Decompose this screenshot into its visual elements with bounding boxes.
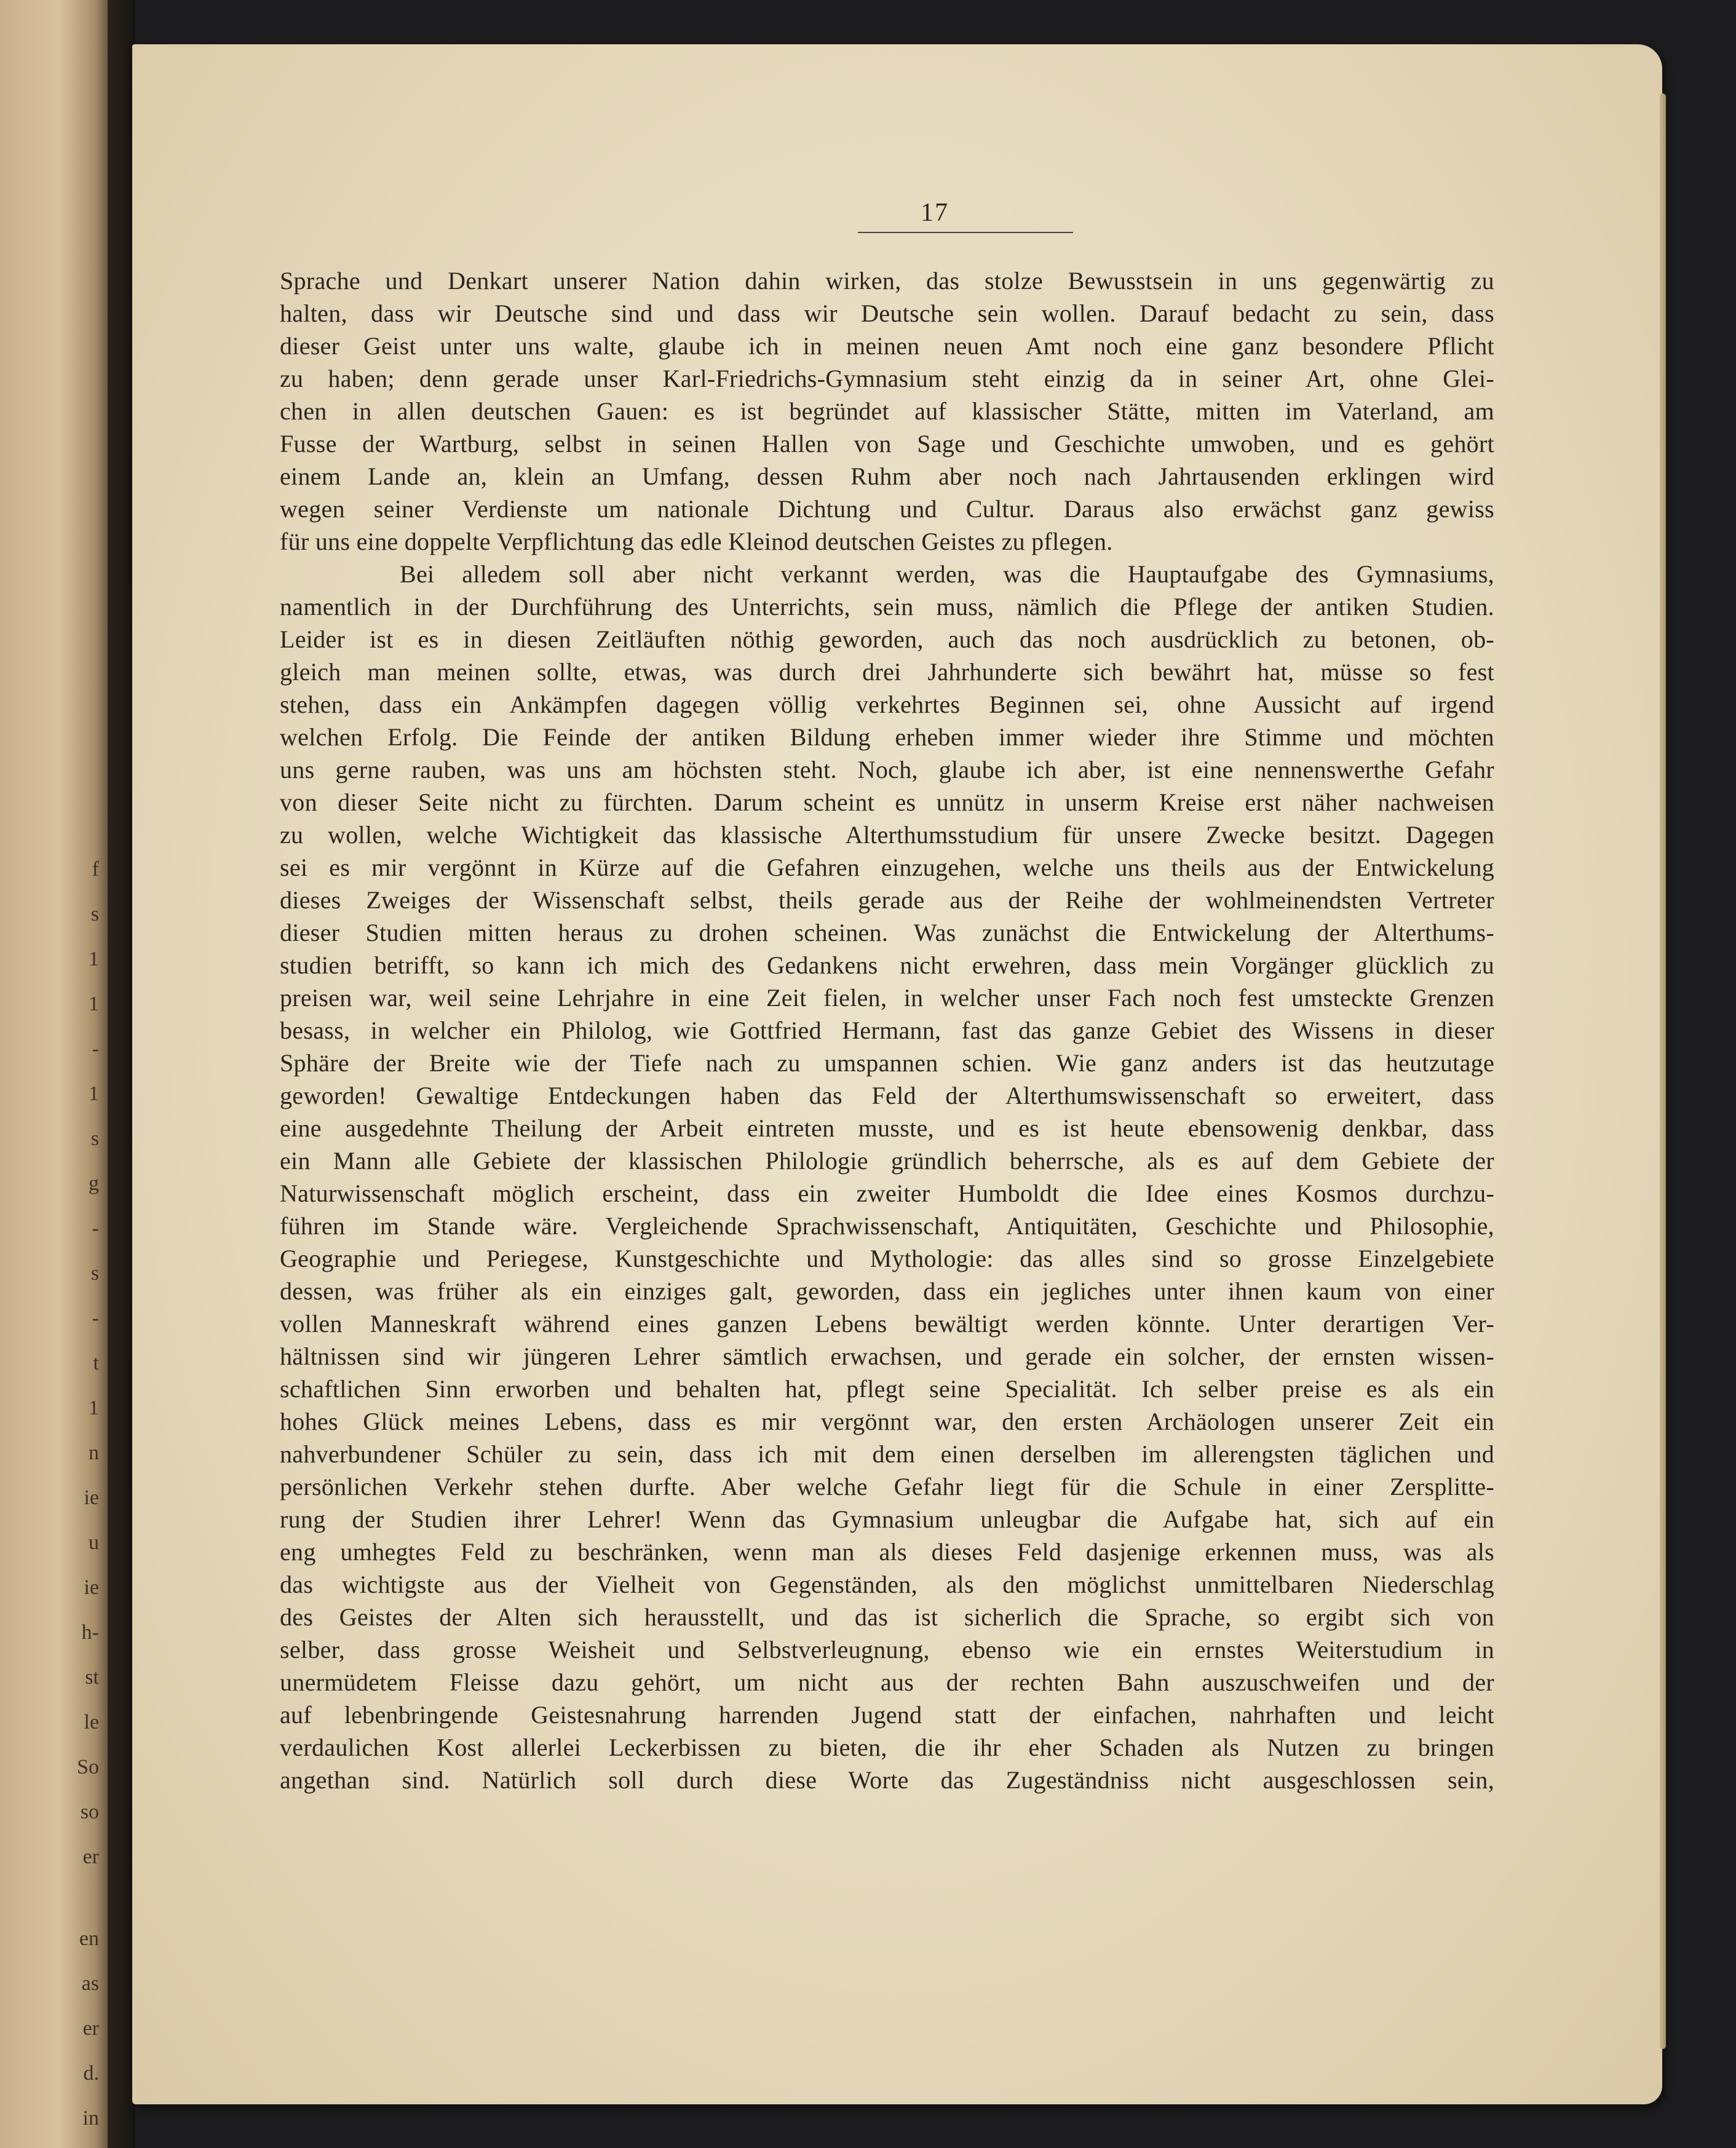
margin-fragment: en: [79, 1927, 99, 1950]
text-line: preisen war, weil seine Lehrjahre in eine Zeit fielen, in welcher unser Fach noch fest umsteckte Grenzen: [280, 984, 1494, 1012]
text-line: chen in allen deutschen Gauen: es ist begründet auf klassischer Stätte, mitten im Vaterland, am: [280, 397, 1494, 425]
margin-fragment: s: [90, 903, 99, 925]
text-line: schaftlichen Sinn erworben und behalten hat, pflegt seine Specialität. Ich selber preise es als ein: [280, 1375, 1494, 1403]
margin-fragment: ie: [84, 1576, 99, 1599]
margin-fragment: 1: [89, 993, 99, 1015]
text-line: angethan sind. Natürlich soll durch diese Worte das Zugeständniss nicht ausgeschlossen sein,: [280, 1766, 1494, 1794]
text-line: stehen, dass ein Ankämpfen dagegen völlig verkehrtes Beginnen sei, ohne Aussicht auf irgend: [280, 691, 1494, 718]
margin-fragment: g: [89, 1172, 99, 1195]
text-line: eng umhegtes Feld zu beschränken, wenn man als dieses Feld dasjenige erkennen muss, was als: [280, 1538, 1494, 1566]
text-line: studien betrifft, so kann ich mich des Gedankens nicht erwehren, dass mein Vorgänger glücklich zu: [280, 951, 1494, 979]
page-number: 17: [921, 199, 949, 227]
text-line: hältnissen sind wir jüngeren Lehrer sämtlich erwachsen, und gerade ein solcher, der ernsten wissen-: [280, 1342, 1494, 1370]
text-line: welchen Erfolg. Die Feinde der antiken Bildung erheben immer wieder ihre Stimme und möchten: [280, 723, 1494, 751]
margin-fragment: 1: [89, 1397, 99, 1419]
margin-fragment: as: [81, 1972, 99, 1995]
text-line: für uns eine doppelte Verpflichtung das edle Kleinod deutschen Geistes zu pflegen.: [280, 528, 1113, 555]
page-edge: [1660, 93, 1666, 2049]
text-line: Leider ist es in diesen Zeitläuften nöthig geworden, auch das noch ausdrücklich zu betonen, ob-: [280, 625, 1494, 653]
paragraph-start-line: Bei alledem soll aber nicht verkannt werden, was die Hauptaufgabe des Gymnasiums,: [400, 560, 1494, 588]
text-line: namentlich in der Durchführung des Unterrichts, sein muss, nämlich die Pflege der antiken Studien.: [280, 593, 1494, 620]
margin-fragment: le: [84, 1711, 99, 1734]
text-line: verdaulichen Kost allerlei Leckerbissen zu bieten, die ihr eher Schaden als Nutzen zu bringen: [280, 1734, 1494, 1761]
text-line: dessen, was früher als ein einziges galt, geworden, dass ein jegliches unter ihnen kaum von einer: [280, 1277, 1494, 1305]
text-line: rung der Studien ihrer Lehrer! Wenn das Gymnasium unleugbar die Aufgabe hat, sich auf ein: [280, 1505, 1494, 1533]
margin-fragment: -: [92, 1037, 99, 1060]
margin-fragment: -: [92, 1307, 99, 1330]
text-line: dieses Zweiges der Wissenschaft selbst, theils gerade aus der Reihe der wohlmeinendsten Vertreter: [280, 886, 1494, 914]
text-line: Sphäre der Breite wie der Tiefe nach zu umspannen schien. Wie ganz anders ist das heutzutage: [280, 1049, 1494, 1077]
text-line: Sprache und Denkart unserer Nation dahin wirken, das stolze Bewusstsein in uns gegenwärtig zu: [280, 267, 1494, 295]
text-line: zu wollen, welche Wichtigkeit das klassische Alterthumsstudium für unsere Zwecke besitzt. Dagegen: [280, 821, 1494, 849]
text-line: Geographie und Periegese, Kunstgeschichte und Mythologie: das alles sind so grosse Einzelgebiete: [280, 1245, 1494, 1272]
text-line: besass, in welcher ein Philolog, wie Gottfried Hermann, fast das ganze Gebiet des Wissens in dieser: [280, 1017, 1494, 1044]
book-gutter: [108, 0, 135, 2148]
margin-fragment: ie: [84, 1486, 99, 1509]
header-rule: [858, 232, 1073, 233]
margin-fragment: n: [89, 1441, 99, 1464]
margin-fragment: so: [80, 1801, 99, 1823]
text-line: eine ausgedehnte Theilung der Arbeit eintreten musste, und es ist heute ebensowenig denkbar, dass: [280, 1114, 1494, 1142]
margin-fragment: u: [89, 1531, 99, 1554]
margin-fragment: -: [92, 1217, 99, 1240]
margin-fragment: d.: [83, 2062, 99, 2085]
margin-fragment: So: [77, 1756, 99, 1778]
text-line: von dieser Seite nicht zu fürchten. Darum scheint es unnütz in unserm Kreise erst näher nachweisen: [280, 788, 1494, 816]
margin-fragment: t: [93, 1352, 99, 1374]
margin-fragment: s: [90, 1262, 99, 1285]
body-text: [280, 264, 1494, 1796]
margin-fragment: in: [82, 2107, 99, 2130]
text-line: dieser Studien mitten heraus zu drohen scheinen. Was zunächst die Entwickelung der Alterthums-: [280, 919, 1494, 946]
text-line: das wichtigste aus der Vielheit von Gegenständen, als den möglichst unmittelbaren Niederschlag: [280, 1571, 1494, 1598]
text-line: Naturwissenschaft möglich erscheint, dass ein zweiter Humboldt die Idee eines Kosmos durchzu-: [280, 1179, 1494, 1207]
text-line: persönlichen Verkehr stehen durfte. Aber welche Gefahr liegt für die Schule in einer Zersplitte-: [280, 1473, 1494, 1500]
margin-fragment: 1: [89, 948, 99, 970]
text-line: unermüdetem Fleisse dazu gehört, um nicht aus der rechten Bahn auszuschweifen und der: [280, 1668, 1494, 1696]
text-line: hohes Glück meines Lebens, dass es mir vergönnt war, den ersten Archäologen unserer Zeit ein: [280, 1408, 1494, 1435]
text-line: zu haben; denn gerade unser Karl-Friedrichs-Gymnasium steht einzig da in seiner Art, ohne Glei-: [280, 365, 1494, 392]
text-line: nahverbundener Schüler zu sein, dass ich mit dem einen derselben im allerengsten täglichen und: [280, 1440, 1494, 1468]
text-line: halten, dass wir Deutsche sind und dass wir Deutsche sein wollen. Darauf bedacht zu sein, dass: [280, 299, 1494, 327]
text-line: auf lebenbringende Geistesnahrung harrenden Jugend statt der einfachen, nahrhaften und leicht: [280, 1701, 1494, 1729]
text-line: wegen seiner Verdienste um nationale Dichtung und Cultur. Daraus also erwächst ganz gewiss: [280, 495, 1494, 523]
text-line: selber, dass grosse Weisheit und Selbstverleugnung, ebenso wie ein ernstes Weiterstudium in: [280, 1636, 1494, 1663]
text-line: einem Lande an, klein an Umfang, dessen Ruhm aber noch nach Jahrtausenden erklingen wird: [280, 462, 1494, 490]
text-line: Fusse der Wartburg, selbst in seinen Hallen von Sage und Geschichte umwoben, und es gehört: [280, 430, 1494, 458]
text-line: gleich man meinen sollte, etwas, was durch drei Jahrhunderte sich bewährt hat, müsse so fest: [280, 658, 1494, 686]
book-page: [132, 44, 1662, 2104]
text-line: dieser Geist unter uns walte, glaube ich in meinen neuen Amt noch eine ganz besondere Pflicht: [280, 332, 1494, 360]
margin-fragment: er: [82, 2017, 99, 2040]
margin-fragment: f: [92, 858, 99, 881]
margin-fragment: s: [90, 1127, 99, 1150]
previous-page-edge: [0, 0, 108, 2148]
margin-fragment: er: [82, 1845, 99, 1868]
margin-fragment: 1: [89, 1082, 99, 1105]
text-line: führen im Stande wäre. Vergleichende Sprachwissenschaft, Antiquitäten, Geschichte und Philosophie,: [280, 1212, 1494, 1240]
text-line: uns gerne rauben, was uns am höchsten steht. Noch, glaube ich aber, ist eine nennenswerthe Gefahr: [280, 756, 1494, 783]
text-line: sei es mir vergönnt in Kürze auf die Gefahren einzugehen, welche uns theils aus der Entwickelung: [280, 854, 1494, 881]
text-line: vollen Manneskraft während eines ganzen Lebens bewältigt werden könnte. Unter derartigen Ver-: [280, 1310, 1494, 1338]
text-line: ein Mann alle Gebiete der klassischen Philologie gründlich beherrsche, als es auf dem Gebiete der: [280, 1147, 1494, 1175]
margin-fragment: h-: [81, 1621, 99, 1644]
text-line: geworden! Gewaltige Entdeckungen haben das Feld der Alterthumswissenschaft so erweitert, dass: [280, 1082, 1494, 1109]
text-line: des Geistes der Alten sich herausstellt, und das ist sicherlich die Sprache, so ergibt sich von: [280, 1603, 1494, 1631]
margin-fragment: st: [85, 1666, 99, 1689]
